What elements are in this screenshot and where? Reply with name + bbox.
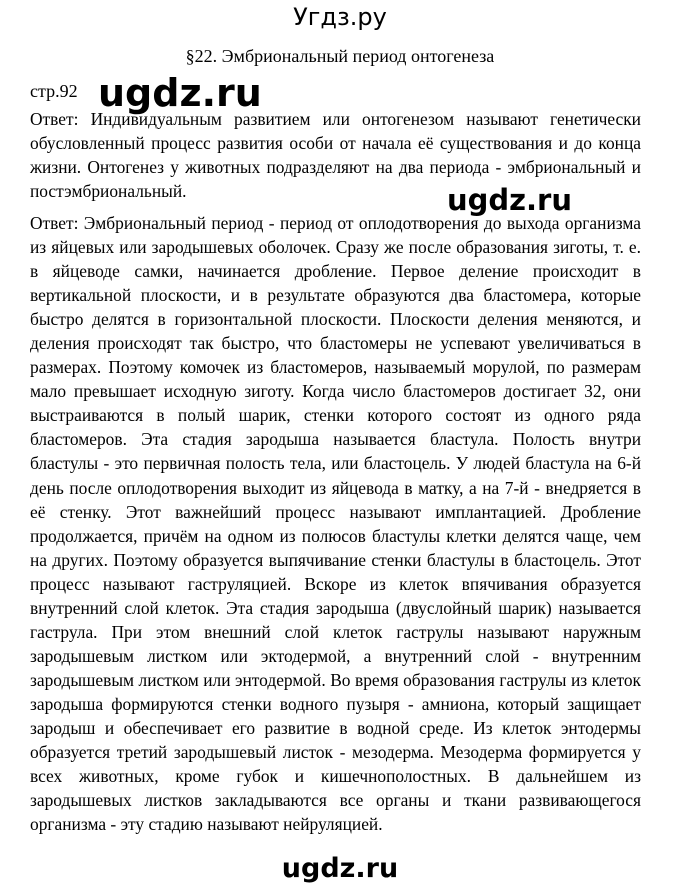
- watermark-middle: ugdz.ru: [447, 183, 573, 217]
- answer-paragraph-1: Ответ: Индивидуальным развитием или онтогенезом называют генетически обусловленный процесс развития особи от начала её существования и до конца жизни. Онтогенез у животных подразделяют на два периода - эмбриональный и постэмбриональный.: [30, 109, 641, 202]
- answer-paragraph-2: Ответ: Эмбриональный период - период от оплодотворения до выхода организма из яйцевых или зародышевых оболочек. Сразу же после образования зиготы, т. е. в яйцеводе самки, начинается дробление. Первое деление происходит в вертикальной плоскости, и в результате образуются два бластомера, которые быстро делятся в горизонтальной плоскости. Плоскости деления меняются, и деления происходят так быстро, что бластомеры не успевают увеличиваться в размерах. Поэтому комочек из бластомеров, называемый морулой, по размерам мало превышает исходную зиготу. Когда число бластомеров достигает 32, они выстраиваются в полый шарик, стенки которого состоят из одного ряда бластомеров. Эта стадия зародыша называется бластула. Полость внутри бластулы - это первичная полость тела, или бластоцель. У людей бластула на 6-й день после оплодотворения выходит из яйцевода в матку, а на 7-й - внедряется в её стенку. Этот важнейший процесс называют имплантацией. Дробление продолжается, причём на одном из полюсов бластулы клетки делятся чаще, чем на других. Поэтому образуется выпячивание стенки бластулы в бластоцель. Этот процесс называют гаструляцией. Вскоре из клеток впячивания образуется внутренний слой клеток. Эта стадия зародыша (двуслойный шарик) называется гаструла. При этом внешний слой клеток гаструлы называют наружным зародышевым листком или эктодермой, а внутренний слой - внутренним зародышевым листком или энтодермой. Во время образования гаструлы из клеток зародыша формируются стенки водного пузыря - амниона, который защищает зародыш и обеспечивает его развитие в водной среде. Из клеток энтодермы образуется третий зародышевый листок - мезодерма. Мезодерма формируется у всех животных, кроме губок и кишечнополостных. В дальнейшем из зародышевых листков закладываются все органы и ткани развивающегося организма - эту стадию называют нейруляцией.: [30, 213, 641, 835]
- watermark-bottom: ugdz.ru: [281, 853, 399, 884]
- page-reference: стр.92: [30, 81, 78, 101]
- section-title: §22. Эмбриональный период онтогенеза: [185, 46, 495, 66]
- watermark-top: ugdz.ru: [98, 71, 262, 115]
- site-title: Угдз.ру: [293, 3, 387, 31]
